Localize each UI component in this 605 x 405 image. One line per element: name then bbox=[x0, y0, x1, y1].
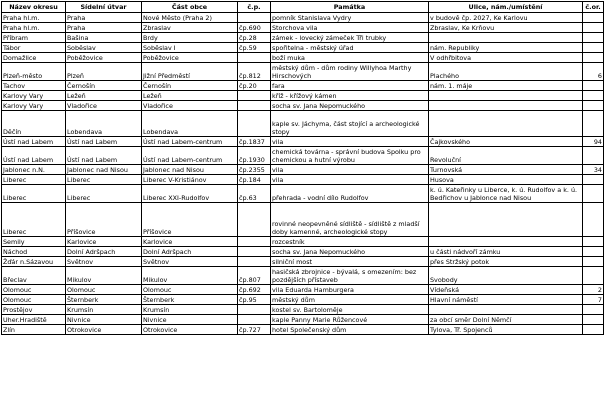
cell-cor[interactable] bbox=[583, 237, 604, 247]
cell-cor[interactable] bbox=[583, 257, 604, 267]
cell-utvar[interactable]: Soběslav bbox=[66, 43, 142, 53]
cell-cor[interactable] bbox=[583, 175, 604, 185]
column-header-utvar[interactable]: Sídelní útvar bbox=[66, 2, 142, 13]
cell-utvar[interactable]: Mikulov bbox=[66, 267, 142, 285]
cell-cast-obce[interactable]: Šternberk bbox=[142, 295, 238, 305]
table-row bbox=[2, 285, 604, 295]
table-row bbox=[2, 101, 604, 111]
cell-cp[interactable]: čp.727 bbox=[238, 325, 271, 335]
table-row bbox=[2, 325, 604, 335]
cell-okres[interactable]: Olomouc bbox=[2, 295, 66, 305]
cell-okres[interactable]: Semily bbox=[2, 237, 66, 247]
cell-cp[interactable]: čp.63 bbox=[238, 185, 271, 203]
cell-cast-obce[interactable]: Jablonec nad Nisou bbox=[142, 165, 238, 175]
cell-utvar[interactable]: Světnov bbox=[66, 257, 142, 267]
cell-pamatka[interactable]: pomník Stanislava Vydry bbox=[271, 13, 429, 23]
cell-ulice[interactable] bbox=[429, 101, 583, 111]
cell-pamatka[interactable]: zámek - lovecký zámeček Tři trubky bbox=[271, 33, 429, 43]
table-row bbox=[2, 147, 604, 165]
cell-ulice[interactable]: nám. 1. máje bbox=[429, 81, 583, 91]
monument-table bbox=[1, 1, 604, 335]
cell-pamatka[interactable]: socha sv. Jana Nepomuckého bbox=[271, 101, 429, 111]
table-row bbox=[2, 295, 604, 305]
table-row bbox=[2, 63, 604, 81]
cell-cast-obce[interactable]: Zbraslav bbox=[142, 23, 238, 33]
cell-cp[interactable] bbox=[238, 203, 271, 237]
cell-cast-obce[interactable]: Liberec V-Kristiánov bbox=[142, 175, 238, 185]
cell-cor[interactable]: 6 bbox=[583, 63, 604, 81]
cell-cp[interactable]: čp.2355 bbox=[238, 165, 271, 175]
cell-ulice[interactable]: Tylova, Tř. Spojenců bbox=[429, 325, 583, 335]
cell-utvar[interactable]: Nivnice bbox=[66, 315, 142, 325]
cell-cp[interactable]: čp.28 bbox=[238, 33, 271, 43]
cell-cp[interactable] bbox=[238, 247, 271, 257]
cell-okres[interactable]: Ústí nad Labem bbox=[2, 137, 66, 147]
cell-pamatka[interactable]: vila bbox=[271, 137, 429, 147]
cell-okres[interactable]: Karlovy Vary bbox=[2, 91, 66, 101]
cell-ulice[interactable] bbox=[429, 237, 583, 247]
cell-ulice[interactable]: Svobody bbox=[429, 267, 583, 285]
cell-okres[interactable]: Olomouc bbox=[2, 285, 66, 295]
cell-cor[interactable] bbox=[583, 315, 604, 325]
cell-pamatka[interactable]: kaple Panny Marie Růžencové bbox=[271, 315, 429, 325]
cell-utvar[interactable]: Lobendava bbox=[66, 111, 142, 137]
cell-ulice[interactable]: V odhřbitova bbox=[429, 53, 583, 63]
cell-utvar[interactable]: Liberec bbox=[66, 175, 142, 185]
table-row bbox=[2, 257, 604, 267]
cell-cp[interactable] bbox=[238, 237, 271, 247]
cell-cp[interactable]: čp.184 bbox=[238, 175, 271, 185]
cell-cor[interactable] bbox=[583, 267, 604, 285]
cell-cor[interactable] bbox=[583, 111, 604, 137]
table-row bbox=[2, 33, 604, 43]
cell-okres[interactable]: Liberec bbox=[2, 175, 66, 185]
cell-cast-obce[interactable]: Poběžovice bbox=[142, 53, 238, 63]
cell-cast-obce[interactable]: Karlovice bbox=[142, 237, 238, 247]
cell-pamatka[interactable]: vila Eduarda Hamburgera bbox=[271, 285, 429, 295]
cell-utvar[interactable]: Ležeň bbox=[66, 91, 142, 101]
cell-cp[interactable] bbox=[238, 13, 271, 23]
cell-pamatka[interactable]: kaple sv. Jáchyma, část stojící a archeologické stopy bbox=[271, 111, 429, 137]
cell-cast-obce[interactable]: Mikulov bbox=[142, 267, 238, 285]
cell-okres[interactable]: Karlovy Vary bbox=[2, 101, 66, 111]
cell-ulice[interactable]: nám. Republiky bbox=[429, 43, 583, 53]
cell-pamatka[interactable]: rovinné neopevněné sídliště - sídliště z mladší doby kamenné, archeologické stopy bbox=[271, 203, 429, 237]
cell-utvar[interactable]: Plzeň bbox=[66, 63, 142, 81]
cell-utvar[interactable]: Příšovice bbox=[66, 203, 142, 237]
cell-utvar[interactable]: Praha bbox=[66, 23, 142, 33]
cell-cp[interactable] bbox=[238, 53, 271, 63]
cell-pamatka[interactable]: hasičská zbrojnice - bývalá, s omezením: bez pozdějších přístaveb bbox=[271, 267, 429, 285]
cell-ulice[interactable] bbox=[429, 91, 583, 101]
cell-cor[interactable]: 2 bbox=[583, 285, 604, 295]
cell-cast-obce[interactable]: Ústí nad Labem-centrum bbox=[142, 137, 238, 147]
cell-cp[interactable]: čp.20 bbox=[238, 81, 271, 91]
cell-pamatka[interactable]: chemická továrna - správní budova Spolku pro chemickou a hutní výrobu bbox=[271, 147, 429, 165]
cell-ulice[interactable]: za obcí směr Dolní Němčí bbox=[429, 315, 583, 325]
cell-utvar[interactable]: Ústí nad Labem bbox=[66, 137, 142, 147]
table-row bbox=[2, 43, 604, 53]
cell-cor[interactable] bbox=[583, 101, 604, 111]
cell-okres[interactable]: Děčín bbox=[2, 111, 66, 137]
cell-cp[interactable]: čp.95 bbox=[238, 295, 271, 305]
cell-ulice[interactable]: Plachého bbox=[429, 63, 583, 81]
cell-cp[interactable]: čp.1837 bbox=[238, 137, 271, 147]
table-row bbox=[2, 91, 604, 101]
column-header-okres[interactable]: Název okresu bbox=[2, 2, 66, 13]
cell-cor[interactable] bbox=[583, 23, 604, 33]
cell-cor[interactable] bbox=[583, 43, 604, 53]
cell-cast-obce[interactable]: Jižní Předměstí bbox=[142, 63, 238, 81]
table-row bbox=[2, 13, 604, 23]
table-row bbox=[2, 137, 604, 147]
column-header-cp[interactable]: č.p. bbox=[238, 2, 271, 13]
column-header-cast-obce[interactable]: Část obce bbox=[142, 2, 238, 13]
cell-pamatka[interactable]: boží muka bbox=[271, 53, 429, 63]
cell-okres[interactable]: Žďár n.Sázavou bbox=[2, 257, 66, 267]
table-row bbox=[2, 175, 604, 185]
cell-utvar[interactable]: Karlovice bbox=[66, 237, 142, 247]
cell-utvar[interactable]: Krumsín bbox=[66, 305, 142, 315]
cell-okres[interactable]: Plzeň-město bbox=[2, 63, 66, 81]
cell-cor[interactable] bbox=[583, 203, 604, 237]
cell-cast-obce[interactable]: Světnov bbox=[142, 257, 238, 267]
cell-okres[interactable]: Tachov bbox=[2, 81, 66, 91]
cell-cp[interactable] bbox=[238, 315, 271, 325]
cell-utvar[interactable]: Poběžovice bbox=[66, 53, 142, 63]
cell-cp[interactable]: čp.59 bbox=[238, 43, 271, 53]
cell-pamatka[interactable]: městský dům bbox=[271, 295, 429, 305]
cell-cast-obce[interactable]: Krumsín bbox=[142, 305, 238, 315]
cell-utvar[interactable]: Praha bbox=[66, 13, 142, 23]
cell-okres[interactable]: Liberec bbox=[2, 185, 66, 203]
cell-cp[interactable] bbox=[238, 101, 271, 111]
cell-cast-obce[interactable]: Otrokovice bbox=[142, 325, 238, 335]
cell-cp[interactable] bbox=[238, 111, 271, 137]
table-row bbox=[2, 203, 604, 237]
cell-ulice[interactable]: k. ú. Kateřinky u Liberce, k. ú. Rudolfov a k. ú. Bedřichov u Jablonce nad Nisou bbox=[429, 185, 583, 203]
cell-okres[interactable]: Břeclav bbox=[2, 267, 66, 285]
table-row bbox=[2, 185, 604, 203]
column-header-pamatka[interactable]: Památka bbox=[271, 2, 429, 13]
cell-utvar[interactable]: Liberec bbox=[66, 185, 142, 203]
cell-okres[interactable]: Praha hl.m. bbox=[2, 23, 66, 33]
cell-cast-obce[interactable]: Liberec XXI-Rudolfov bbox=[142, 185, 238, 203]
cell-cor[interactable] bbox=[583, 33, 604, 43]
cell-ulice[interactable]: u části nádvoří zámku bbox=[429, 247, 583, 257]
cell-cor[interactable] bbox=[583, 81, 604, 91]
cell-pamatka[interactable]: silniční most bbox=[271, 257, 429, 267]
table-row bbox=[2, 111, 604, 137]
cell-utvar[interactable]: Olomouc bbox=[66, 285, 142, 295]
cell-cp[interactable] bbox=[238, 257, 271, 267]
cell-okres[interactable]: Ústí nad Labem bbox=[2, 147, 66, 165]
cell-okres[interactable]: Uher.Hradiště bbox=[2, 315, 66, 325]
cell-utvar[interactable]: Černošín bbox=[66, 81, 142, 91]
table-row bbox=[2, 315, 604, 325]
cell-pamatka[interactable]: městský dům - dům rodiny Willyhoa Marthy Hirschových bbox=[271, 63, 429, 81]
cell-cor[interactable]: 34 bbox=[583, 165, 604, 175]
column-header-ulice[interactable]: Ulice, nám./umístění bbox=[429, 2, 583, 13]
cell-pamatka[interactable]: rozcestník bbox=[271, 237, 429, 247]
cell-cast-obce[interactable]: Brdy bbox=[142, 33, 238, 43]
cell-pamatka[interactable]: spořitelna - městský úřad bbox=[271, 43, 429, 53]
cell-pamatka[interactable]: vila bbox=[271, 175, 429, 185]
cell-ulice[interactable] bbox=[429, 305, 583, 315]
cell-ulice[interactable] bbox=[429, 111, 583, 137]
cell-utvar[interactable]: Otrokovice bbox=[66, 325, 142, 335]
cell-ulice[interactable]: Čajkovského bbox=[429, 137, 583, 147]
cell-utvar[interactable]: Šternberk bbox=[66, 295, 142, 305]
cell-cast-obce[interactable]: Příšovice bbox=[142, 203, 238, 237]
cell-cp[interactable]: čp.812 bbox=[238, 63, 271, 81]
cell-cast-obce[interactable]: Nové Město (Praha 2) bbox=[142, 13, 238, 23]
cell-utvar[interactable]: Dolní Adršpach bbox=[66, 247, 142, 257]
cell-pamatka[interactable]: socha sv. Jana Nepomuckého bbox=[271, 247, 429, 257]
cell-ulice[interactable]: přes Stržský potok bbox=[429, 257, 583, 267]
cell-cast-obce[interactable]: Vladořice bbox=[142, 101, 238, 111]
cell-cor[interactable] bbox=[583, 185, 604, 203]
header-row bbox=[2, 2, 604, 13]
cell-okres[interactable]: Prostějov bbox=[2, 305, 66, 315]
cell-pamatka[interactable]: přehrada - vodní dílo Rudolfov bbox=[271, 185, 429, 203]
table-row bbox=[2, 81, 604, 91]
cell-cast-obce[interactable]: Olomouc bbox=[142, 285, 238, 295]
cell-ulice[interactable]: Husova bbox=[429, 175, 583, 185]
column-header-cor[interactable]: č.or. bbox=[583, 2, 604, 13]
cell-utvar[interactable]: Ústí nad Labem bbox=[66, 147, 142, 165]
cell-cp[interactable]: čp.807 bbox=[238, 267, 271, 285]
table-row bbox=[2, 247, 604, 257]
cell-okres[interactable]: Liberec bbox=[2, 203, 66, 237]
cell-cp[interactable]: čp.692 bbox=[238, 285, 271, 295]
table-row bbox=[2, 305, 604, 315]
cell-cp[interactable]: čp.690 bbox=[238, 23, 271, 33]
cell-ulice[interactable]: v budově čp. 2027, Ke Karlovu bbox=[429, 13, 583, 23]
table-row bbox=[2, 23, 604, 33]
cell-cor[interactable] bbox=[583, 247, 604, 257]
cell-ulice[interactable]: Turnovská bbox=[429, 165, 583, 175]
cell-ulice[interactable]: Zbraslav, Ke Krňovu bbox=[429, 23, 583, 33]
cell-pamatka[interactable]: fara bbox=[271, 81, 429, 91]
cell-cast-obce[interactable]: Lobendava bbox=[142, 111, 238, 137]
cell-okres[interactable]: Praha hl.m. bbox=[2, 13, 66, 23]
cell-cor[interactable] bbox=[583, 91, 604, 101]
cell-cor[interactable] bbox=[583, 13, 604, 23]
cell-utvar[interactable]: Vladořice bbox=[66, 101, 142, 111]
table-row bbox=[2, 267, 604, 285]
cell-cp[interactable]: čp.1930 bbox=[238, 147, 271, 165]
cell-cor[interactable] bbox=[583, 53, 604, 63]
cell-cast-obce[interactable]: Dolní Adršpach bbox=[142, 247, 238, 257]
cell-pamatka[interactable]: kostel sv. Bartoloměje bbox=[271, 305, 429, 315]
cell-ulice[interactable]: Hlavní náměstí bbox=[429, 295, 583, 305]
cell-cast-obce[interactable]: Černošín bbox=[142, 81, 238, 91]
cell-cast-obce[interactable]: Soběslav I bbox=[142, 43, 238, 53]
cell-cor[interactable]: 94 bbox=[583, 137, 604, 147]
cell-ulice[interactable]: Revoluční bbox=[429, 147, 583, 165]
cell-cast-obce[interactable]: Ležeň bbox=[142, 91, 238, 101]
cell-utvar[interactable]: Bašina bbox=[66, 33, 142, 43]
cell-okres[interactable]: Tábor bbox=[2, 43, 66, 53]
cell-cast-obce[interactable]: Nivnice bbox=[142, 315, 238, 325]
cell-okres[interactable]: Příbram bbox=[2, 33, 66, 43]
cell-cor[interactable]: 7 bbox=[583, 295, 604, 305]
cell-pamatka[interactable]: hotel Společenský dům bbox=[271, 325, 429, 335]
cell-cp[interactable] bbox=[238, 91, 271, 101]
cell-ulice[interactable] bbox=[429, 203, 583, 237]
cell-cp[interactable] bbox=[238, 305, 271, 315]
cell-cast-obce[interactable]: Ústí nad Labem-centrum bbox=[142, 147, 238, 165]
cell-ulice[interactable]: Vídeňská bbox=[429, 285, 583, 295]
cell-pamatka[interactable]: kříž - křížový kámen bbox=[271, 91, 429, 101]
cell-pamatka[interactable]: Storchova vila bbox=[271, 23, 429, 33]
cell-okres[interactable]: Jablonec n.N. bbox=[2, 165, 66, 175]
cell-cor[interactable] bbox=[583, 325, 604, 335]
cell-pamatka[interactable]: vila bbox=[271, 165, 429, 175]
table-row bbox=[2, 53, 604, 63]
table-row bbox=[2, 237, 604, 247]
cell-okres[interactable]: Náchod bbox=[2, 247, 66, 257]
cell-cor[interactable] bbox=[583, 147, 604, 165]
cell-cor[interactable] bbox=[583, 305, 604, 315]
cell-ulice[interactable] bbox=[429, 33, 583, 43]
cell-utvar[interactable]: Jablonec nad Nisou bbox=[66, 165, 142, 175]
cell-okres[interactable]: Zlín bbox=[2, 325, 66, 335]
cell-okres[interactable]: Domažlice bbox=[2, 53, 66, 63]
table-row bbox=[2, 165, 604, 175]
